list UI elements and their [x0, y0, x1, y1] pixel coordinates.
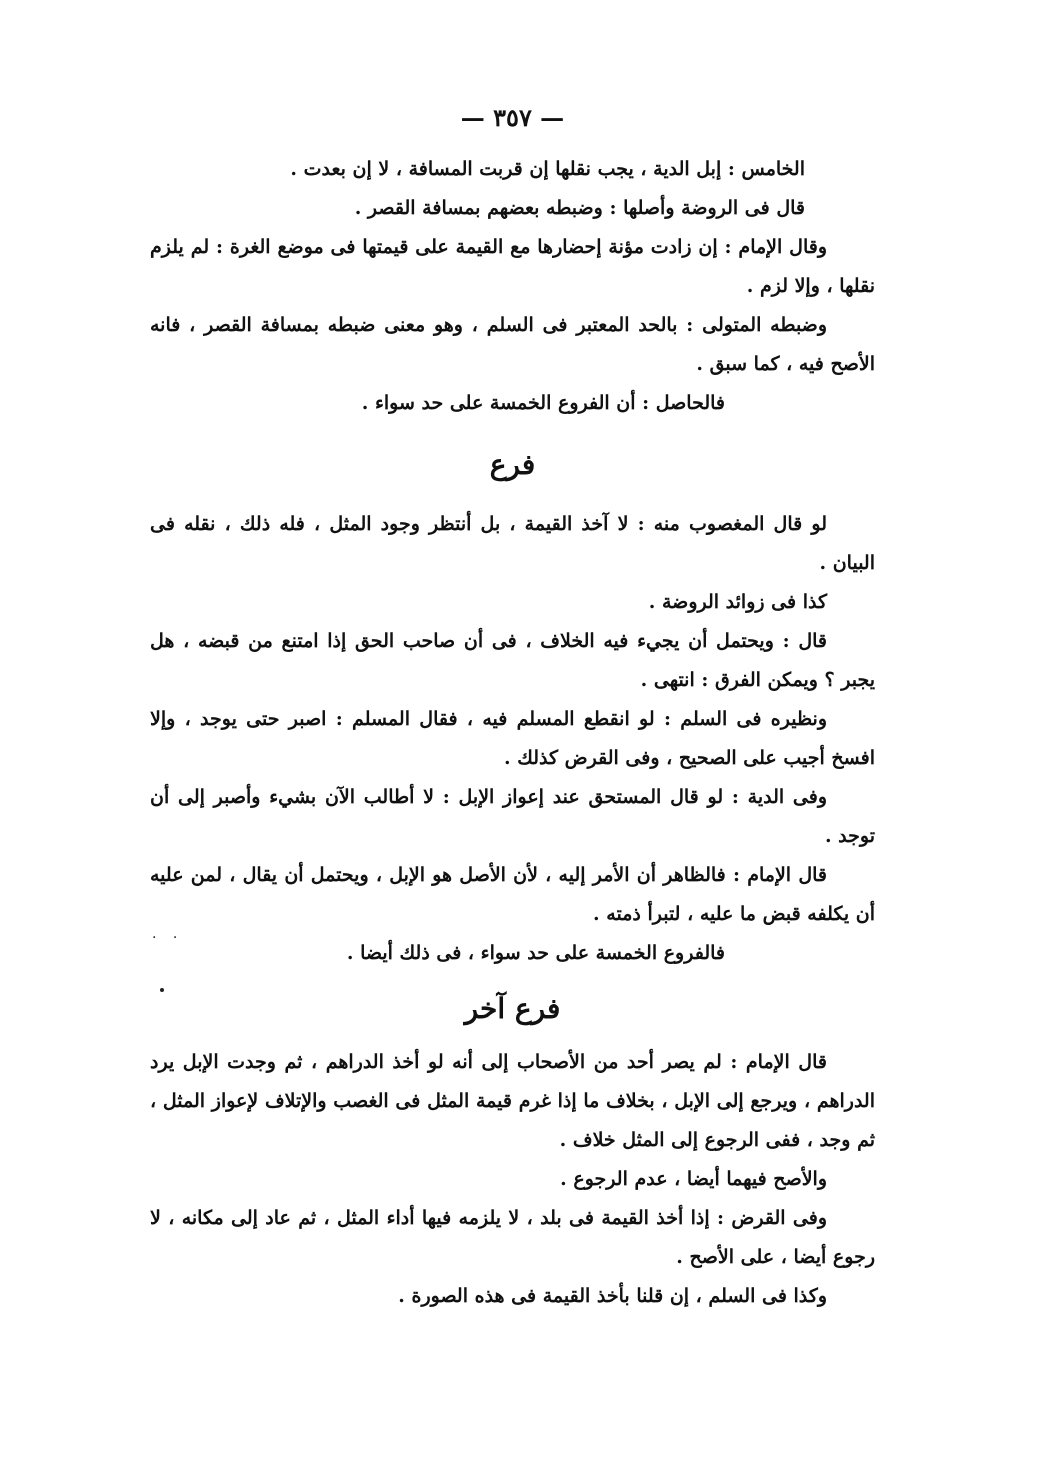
paragraph: الخامس : إبل الدية ، يجب نقلها إن قربت المسافة ، لا إن بعدت .: [290, 158, 805, 180]
document-page: [150, 96, 875, 1416]
paragraph: فالحاصل : أن الفروع الخمسة على حد سواء .: [361, 392, 725, 414]
section-heading: فرع آخر: [464, 992, 561, 1025]
paragraph: والأصح فيهما أيضا ، عدم الرجوع .: [560, 1168, 827, 1190]
section-branch: [150, 505, 875, 973]
scan-speck: [160, 988, 164, 992]
paragraph: قال الإمام : فالظاهر أن الأمر إليه ، لأن الأصل هو الإبل ، ويحتمل أن يقال ، لمن عليه أن يكلفه قبض ما عليه ، لتبرأ ذمته .: [150, 864, 875, 925]
scan-speck: · ·: [152, 930, 184, 946]
paragraph: قال فى الروضة وأصلها : وضبطه بعضهم بمسافة القصر .: [354, 197, 805, 219]
paragraph: وفى القرض : إذا أخذ القيمة فى بلد ، لا يلزمه فيها أداء المثل ، ثم عاد إلى مكانه ، لا رجوع أيضا ، على الأصح .: [150, 1207, 875, 1268]
section-fifth-branch: [150, 150, 875, 423]
section-another-branch: [150, 1043, 875, 1316]
paragraph: لو قال المغصوب منه : لا آخذ القيمة ، بل أنتظر وجود المثل ، فله ذلك ، نقله فى البيان .: [150, 513, 875, 574]
paragraph: قال الإمام : لم يصر أحد من الأصحاب إلى أنه لو أخذ الدراهم ، ثم وجدت الإبل يرد الدراهم ، ويرجع إلى الإبل ، بخلاف ما إذا غرم قيمة المثل فى الغصب والإتلاف لإعواز المثل ، ثم وجد ، ففى الرجوع إلى المثل خلاف .: [150, 1051, 875, 1151]
paragraph: كذا فى زوائد الروضة .: [648, 591, 827, 613]
paragraph: قال : ويحتمل أن يجيء فيه الخلاف ، فى أن صاحب الحق إذا امتنع من قبضه ، هل يجبر ؟ ويمكن الفرق : انتهى .: [150, 630, 875, 691]
paragraph: ونظيره فى السلم : لو انقطع المسلم فيه ، فقال المسلم : اصبر حتى يوجد ، وإلا افسخ أجيب على الصحيح ، وفى القرض كذلك .: [150, 708, 875, 769]
paragraph: وقال الإمام : إن زادت مؤنة إحضارها مع القيمة على قيمتها فى موضع الغرة : لم يلزم نقلها ، وإلا لزم .: [150, 236, 875, 297]
paragraph: وضبطه المتولى : بالحد المعتبر فى السلم ، وهو معنى ضبطه بمسافة القصر ، فانه الأصح فيه ، كما سبق .: [150, 314, 875, 375]
paragraph: وفى الدية : لو قال المستحق عند إعواز الإبل : لا أطالب الآن بشيء وأصبر إلى أن توجد .: [150, 786, 875, 847]
page-number: — ٣٥٧ —: [460, 103, 565, 132]
paragraph: وكذا فى السلم ، إن قلنا بأخذ القيمة فى هذه الصورة .: [398, 1285, 827, 1307]
paragraph: فالفروع الخمسة على حد سواء ، فى ذلك أيضا .: [346, 942, 725, 964]
section-heading: فرع: [489, 448, 536, 481]
